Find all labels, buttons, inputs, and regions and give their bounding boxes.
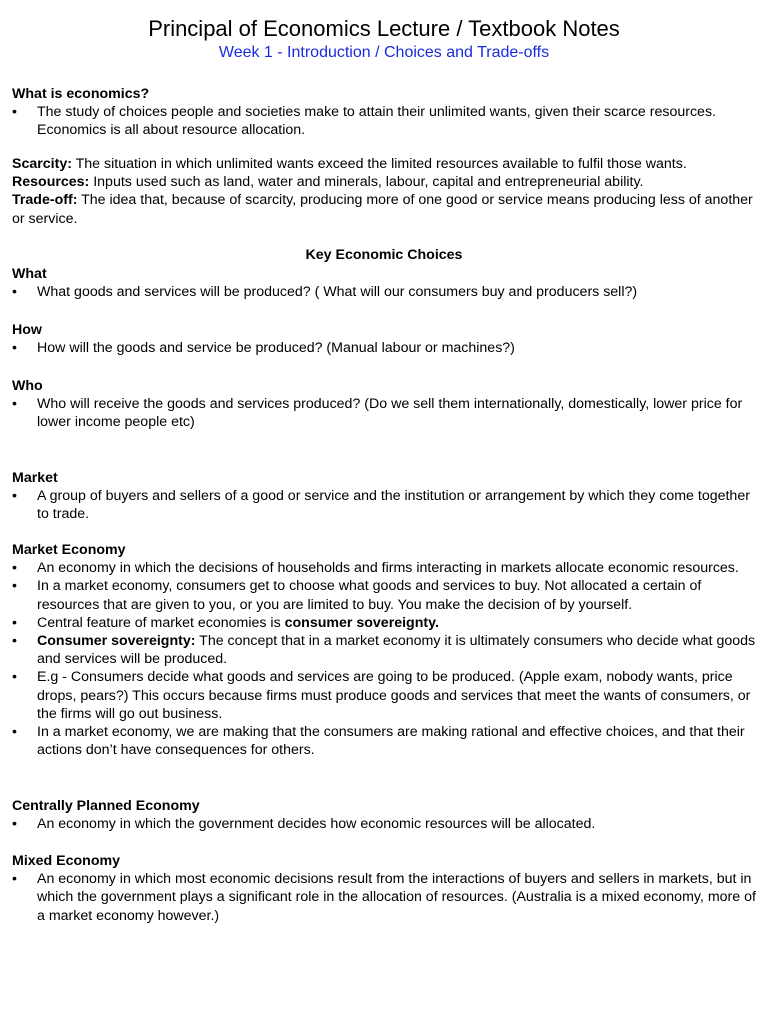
section-who xyxy=(12,377,756,432)
list-item-text: The concept that in a market economy it is ultimately consumers who decide what goods and services will be produced. xyxy=(37,633,756,668)
emphasis-text: Consumer sovereignty: xyxy=(37,633,196,650)
key-choices-heading: Key Economic Choices xyxy=(305,247,463,263)
section-how xyxy=(12,321,756,357)
section-what xyxy=(12,265,756,301)
list-item: • What goods and services will be produced? ( What will our consumers buy and producers sell?) xyxy=(12,283,756,301)
list-item: • E.g - Consumers decide what goods and services are going to be produced. (Apple exam, nobody wants, price drops, pears?) This occurs because firms must produce goods and services that meet the wants of consumers, or the firms will go out business. xyxy=(12,668,756,723)
document-title: Principal of Economics Lecture / Textbook Notes xyxy=(148,16,620,41)
list-item: • How will the goods and service be produced? (Manual labour or machines?) xyxy=(12,339,756,357)
definition-scarcity xyxy=(12,155,756,173)
bullet-list xyxy=(12,103,756,139)
list-item xyxy=(12,632,756,668)
definition-resources xyxy=(12,173,756,191)
definition-tradeoff xyxy=(12,191,756,227)
section-heading: Market Economy xyxy=(12,542,126,558)
section-heading: Who xyxy=(12,378,43,394)
list-item xyxy=(12,614,756,632)
term-label: Trade-off: xyxy=(12,192,78,209)
definitions-block xyxy=(12,155,756,228)
list-item: • A group of buyers and sellers of a good or service and the institution or arrangement by which they come together to trade. xyxy=(12,487,756,523)
list-item: • An economy in which the decisions of households and firms interacting in markets allocate economic resources. xyxy=(12,559,756,577)
list-item: • An economy in which the government decides how economic resources will be allocated. xyxy=(12,815,756,833)
definition-text: Inputs used such as land, water and minerals, labour, capital and entrepreneurial ability. xyxy=(89,174,644,191)
section-heading: Centrally Planned Economy xyxy=(12,798,200,814)
list-item: • In a market economy, we are making that the consumers are making rational and effective choices, and that their actions don’t have consequences for others. xyxy=(12,723,756,759)
section-heading: What xyxy=(12,266,47,282)
emphasis-text: consumer sovereignty. xyxy=(284,614,439,631)
section-centrally-planned-economy xyxy=(12,797,756,833)
section-heading: What is economics? xyxy=(12,86,150,102)
section-heading: Market xyxy=(12,470,58,486)
definition-text: The situation in which unlimited wants exceed the limited resources available to fulfil those wants. xyxy=(71,156,687,172)
term-label: Resources: xyxy=(12,174,90,191)
section-mixed-economy xyxy=(12,852,756,925)
list-item: • An economy in which most economic decisions result from the interactions of buyers and sellers in markets, but in which the government plays a significant role in the allocation of resources. (Australia is a mixed economy, more of a market economy however.) xyxy=(12,870,756,925)
section-what-is-economics xyxy=(12,85,756,140)
definition-text: The idea that, because of scarcity, producing more of one good or service means producing less of another or service. xyxy=(12,192,753,227)
list-item-text: Central feature of market economies is xyxy=(37,614,285,631)
list-item: • Who will receive the goods and services produced? (Do we sell them internationally, domestically, lower price for lower income people etc) xyxy=(12,395,756,431)
section-market xyxy=(12,469,756,524)
document-subtitle: Week 1 - Introduction / Choices and Trade-offs xyxy=(218,44,550,61)
list-item: • In a market economy, consumers get to choose what goods and services to buy. Not allocated a certain of resources that are given to you, or you are limited to buy. You make the decision of by yourself. xyxy=(12,577,756,613)
term-label: Scarcity: xyxy=(12,156,72,172)
list-item: • The study of choices people and societies make to attain their unlimited wants, given their scarce resources. Economics is all about resource allocation. xyxy=(12,103,756,139)
section-heading: How xyxy=(12,322,42,338)
section-heading: Mixed Economy xyxy=(12,853,121,869)
section-market-economy xyxy=(12,541,756,759)
